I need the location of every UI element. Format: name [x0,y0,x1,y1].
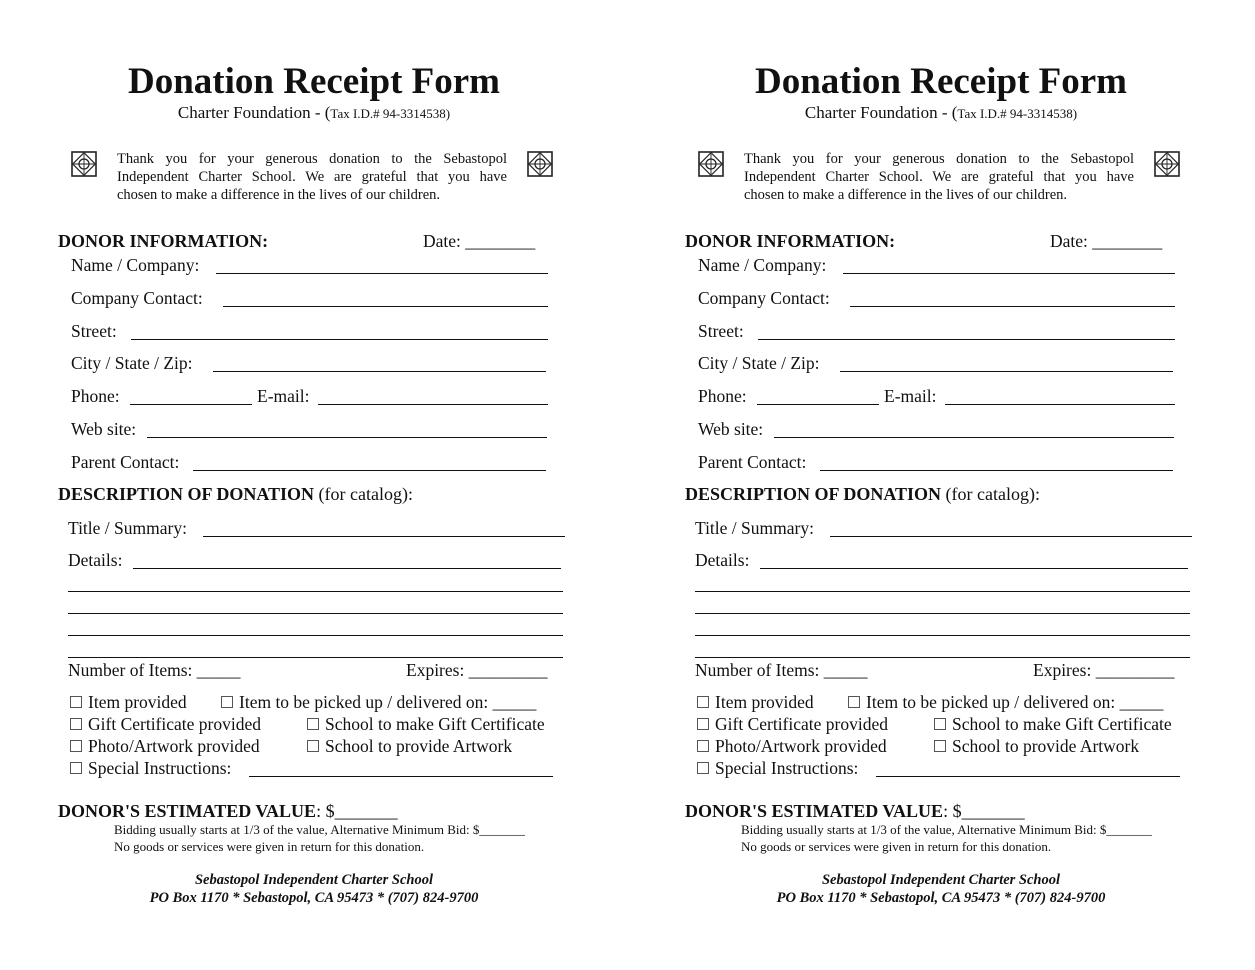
pickup-checkbox[interactable] [221,692,536,713]
email-input-line[interactable] [945,404,1175,405]
school-gift-certificate-label: School to make Gift Certificate [952,714,1172,734]
checkbox-box[interactable] [848,696,860,708]
checkbox-box[interactable] [697,740,709,752]
donor-info-heading: DONOR INFORMATION: [58,231,269,251]
subtitle-main: Charter Foundation - ( [177,103,331,122]
special-instructions-checkbox[interactable] [697,758,858,779]
form-title: Donation Receipt Form [128,61,500,102]
celtic-knot-icon [71,151,97,177]
details-input-line[interactable] [695,591,1190,592]
school-name: Sebastopol Independent Charter School [821,872,1061,888]
checkbox-box[interactable] [70,718,82,730]
details-input-line[interactable] [68,613,563,614]
catalog-note: (for catalog): [941,484,1040,504]
details-label: Details: [695,550,750,570]
school-address: PO Box 1170 * Sebastopol, CA 95473 * (707) 824-9700 [776,890,1106,906]
pickup-label: Item to be picked up / delivered on: _____ [866,692,1164,712]
school-artwork-label: School to provide Artwork [952,736,1140,756]
checkbox-box[interactable] [934,718,946,730]
email-label: E-mail: [257,386,310,406]
city-state-zip-label: City / State / Zip: [698,353,820,373]
celtic-knot-icon [1154,151,1180,177]
title-summary-input-line[interactable] [830,536,1192,537]
checkbox-box[interactable] [70,740,82,752]
web-site-input-line[interactable] [774,437,1174,438]
details-input-line[interactable] [760,568,1188,569]
school-artwork-checkbox[interactable] [307,736,512,757]
thanks-line: Thank you for your generous donation to the Sebastopol [117,151,507,167]
email-label: E-mail: [884,386,937,406]
estimated-value-blank[interactable]: : $_______ [316,801,398,821]
bidding-note: Bidding usually starts at 1/3 of the value, Alternative Minimum Bid: $_______ [114,822,525,837]
celtic-knot-icon [698,151,724,177]
thanks-line: Independent Charter School. We are grateful that you have [117,169,507,185]
donation-receipt-form-left [56,0,616,970]
details-input-line[interactable] [695,635,1190,636]
company-contact-input-line[interactable] [223,306,548,307]
street-label: Street: [698,321,744,341]
checkbox-box[interactable] [70,696,82,708]
item-provided-checkbox[interactable] [70,692,187,713]
name-input-line[interactable] [216,273,548,274]
no-goods-note: No goods or services were given in return for this donation. [741,839,1052,854]
photo-artwork-label: Photo/Artwork provided [88,736,260,756]
photo-artwork-checkbox[interactable] [70,736,260,757]
details-label: Details: [68,550,123,570]
details-input-line[interactable] [68,591,563,592]
company-contact-input-line[interactable] [850,306,1175,307]
photo-artwork-checkbox[interactable] [697,736,887,757]
school-gift-certificate-checkbox[interactable] [307,714,545,735]
description-heading-bold: DESCRIPTION OF DONATION [58,484,315,504]
email-input-line[interactable] [318,404,548,405]
parent-contact-label: Parent Contact: [698,452,807,472]
phone-label: Phone: [698,386,747,406]
item-provided-label: Item provided [715,692,814,712]
details-input-line[interactable] [695,657,1190,658]
number-of-items-field[interactable]: Number of Items: _____ [68,660,241,680]
tax-id: Tax I.D.# 94-3314538) [957,106,1078,121]
item-provided-checkbox[interactable] [697,692,814,713]
form-subtitle [56,103,572,123]
street-label: Street: [71,321,117,341]
gift-certificate-label: Gift Certificate provided [715,714,888,734]
city-state-zip-label: City / State / Zip: [71,353,193,373]
phone-label: Phone: [71,386,120,406]
city-state-zip-input-line[interactable] [213,371,546,372]
details-input-line[interactable] [68,657,563,658]
name-label: Name / Company: [71,255,200,275]
celtic-knot-icon [527,151,553,177]
special-instructions-input-line[interactable] [249,776,553,777]
checkbox-box[interactable] [697,696,709,708]
school-name: Sebastopol Independent Charter School [194,872,434,888]
title-summary-input-line[interactable] [203,536,565,537]
details-input-line[interactable] [695,613,1190,614]
tax-id: Tax I.D.# 94-3314538) [330,106,451,121]
special-instructions-label: Special Instructions: [715,758,859,778]
details-input-line[interactable] [133,568,561,569]
gift-certificate-label: Gift Certificate provided [88,714,261,734]
date-field[interactable]: Date: ________ [1050,231,1163,251]
expires-field[interactable]: Expires: _________ [406,660,548,680]
thanks-line: Thank you for your generous donation to the Sebastopol [744,151,1134,167]
estimated-value-field[interactable] [685,801,1025,822]
checkbox-box[interactable] [697,718,709,730]
web-site-label: Web site: [71,419,137,439]
parent-contact-input-line[interactable] [193,470,546,471]
checkbox-box[interactable] [697,762,709,774]
special-instructions-label: Special Instructions: [88,758,232,778]
phone-input-line[interactable] [130,404,252,405]
checkbox-box[interactable] [221,696,233,708]
title-summary-label: Title / Summary: [68,518,187,538]
subtitle-main: Charter Foundation - ( [804,103,958,122]
bidding-note: Bidding usually starts at 1/3 of the value, Alternative Minimum Bid: $_______ [741,822,1152,837]
catalog-note: (for catalog): [314,484,413,504]
donor-info-heading: DONOR INFORMATION: [685,231,896,251]
street-input-line[interactable] [758,339,1175,340]
description-heading [685,484,1040,505]
school-gift-certificate-checkbox[interactable] [934,714,1172,735]
thanks-line: chosen to make a difference in the lives of our children. [117,187,441,203]
details-input-line[interactable] [68,635,563,636]
phone-input-line[interactable] [757,404,879,405]
description-heading [58,484,413,505]
street-input-line[interactable] [131,339,548,340]
company-contact-label: Company Contact: [698,288,830,308]
web-site-label: Web site: [698,419,764,439]
school-address: PO Box 1170 * Sebastopol, CA 95473 * (707) 824-9700 [149,890,479,906]
photo-artwork-label: Photo/Artwork provided [715,736,887,756]
expires-field[interactable]: Expires: _________ [1033,660,1175,680]
gift-certificate-checkbox[interactable] [697,714,888,735]
form-subtitle [683,103,1199,123]
company-contact-label: Company Contact: [71,288,203,308]
no-goods-note: No goods or services were given in return for this donation. [114,839,425,854]
school-artwork-checkbox[interactable] [934,736,1139,757]
web-site-input-line[interactable] [147,437,547,438]
item-provided-label: Item provided [88,692,187,712]
special-instructions-checkbox[interactable] [70,758,231,779]
date-field[interactable]: Date: ________ [423,231,536,251]
gift-certificate-checkbox[interactable] [70,714,261,735]
estimated-value-heading: DONOR'S ESTIMATED VALUE [58,801,317,821]
parent-contact-input-line[interactable] [820,470,1173,471]
title-summary-label: Title / Summary: [695,518,814,538]
thanks-line: Independent Charter School. We are grateful that you have [744,169,1134,185]
pickup-checkbox[interactable] [848,692,1163,713]
checkbox-box[interactable] [934,740,946,752]
donation-receipt-form-right [683,0,1243,970]
estimated-value-field[interactable] [58,801,398,822]
school-gift-certificate-label: School to make Gift Certificate [325,714,545,734]
parent-contact-label: Parent Contact: [71,452,180,472]
checkbox-box[interactable] [307,718,319,730]
name-input-line[interactable] [843,273,1175,274]
estimated-value-heading: DONOR'S ESTIMATED VALUE [685,801,944,821]
name-label: Name / Company: [698,255,827,275]
thank-you-message [744,150,1134,204]
city-state-zip-input-line[interactable] [840,371,1173,372]
pickup-label: Item to be picked up / delivered on: _____ [239,692,537,712]
thanks-line: chosen to make a difference in the lives of our children. [744,187,1068,203]
checkbox-box[interactable] [70,762,82,774]
checkbox-box[interactable] [307,740,319,752]
form-title: Donation Receipt Form [755,61,1127,102]
school-artwork-label: School to provide Artwork [325,736,513,756]
description-heading-bold: DESCRIPTION OF DONATION [685,484,942,504]
estimated-value-blank[interactable]: : $_______ [943,801,1025,821]
number-of-items-field[interactable]: Number of Items: _____ [695,660,868,680]
thank-you-message [117,150,507,204]
special-instructions-input-line[interactable] [876,776,1180,777]
